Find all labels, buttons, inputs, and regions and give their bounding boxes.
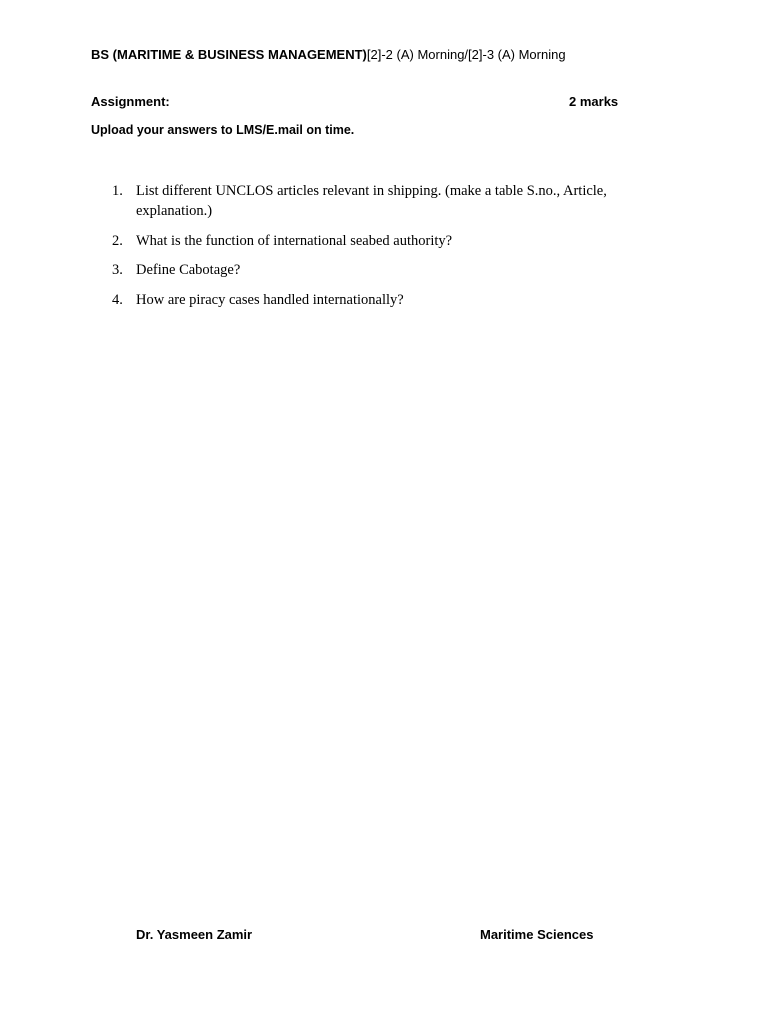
program-name: BS (MARITIME & BUSINESS MANAGEMENT) (91, 47, 367, 62)
question-list (112, 181, 642, 319)
section-info: [2]-2 (A) Morning/[2]-3 (A) Morning (366, 47, 566, 62)
assignment-label: Assignment: (91, 94, 170, 109)
question-number: 2. (112, 232, 123, 249)
marks-label: 2 marks (569, 94, 619, 109)
question-number: 3. (112, 262, 123, 278)
question-number: 1. (112, 183, 123, 199)
instructor-name: Dr. Yasmeen Zamir (136, 927, 253, 942)
question-number: 4. (112, 291, 123, 308)
question-text: List different UNCLOS articles relevant in shipping. (make a table S.no., Article, explanation.) (136, 183, 607, 219)
list-item (112, 260, 642, 280)
question-text: What is the function of international seabed authority? (136, 232, 453, 249)
department-name: Maritime Sciences (480, 927, 594, 942)
question-text: Define Cabotage? (136, 262, 241, 278)
list-item (112, 290, 642, 310)
list-item (112, 231, 642, 251)
question-text: How are piracy cases handled internationally? (136, 291, 404, 308)
upload-instruction: Upload your answers to LMS/E.mail on time. (91, 123, 355, 137)
course-header (91, 47, 566, 62)
list-item (112, 181, 642, 221)
